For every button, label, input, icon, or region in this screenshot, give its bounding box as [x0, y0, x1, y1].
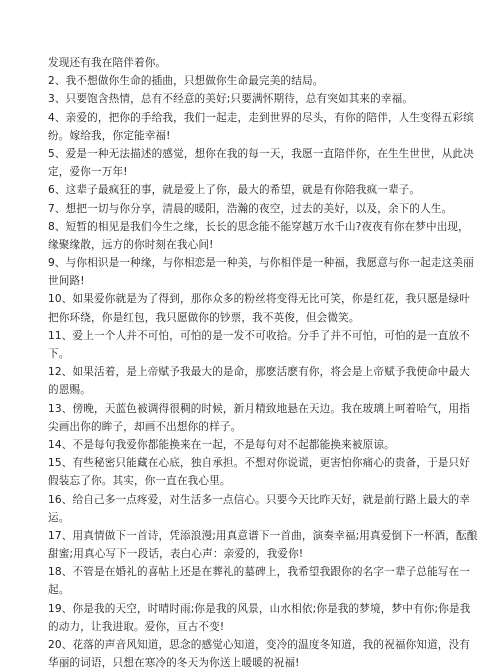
text-line: 甜蜜;用真心写下一段话，表白心声：亲爱的，我爱你! [48, 548, 304, 561]
text-line: 15、有些秘密只能藏在心底，独自承担。不想对你说谎，更害怕你痛心的贵备，于是只好 [48, 457, 471, 470]
text-line: 假装忘了你。其实，你一直在我心里。 [48, 475, 231, 488]
text-line: 18、不管是在婚礼的喜帖上还是在葬礼的墓碑上，我希望我跟你的名字一辈子总能写在一 [48, 566, 471, 579]
text-line: 4、亲爱的，把你的手给我，我们一起走，走到世界的尽头，有你的陪伴，人生变得五彩缤 [48, 111, 474, 124]
text-line: 世间路! [48, 275, 85, 288]
document-body [48, 54, 478, 672]
text-line: 起。 [48, 584, 70, 597]
text-line: 把你环绕，你是红包，我只愿做你的钞票，我不英俊，但会微笑。 [48, 311, 360, 324]
text-line: 13、傍晚，天蓝色被调得很稠的时候，新月精致地悬在天边。我在玻璃上呵着哈气，用指 [48, 402, 471, 415]
text-line: 7、想把一切与你分享，清晨的暖阳，浩瀚的夜空，过去的美好，以及，余下的人生。 [48, 202, 453, 215]
text-line: 19、你是我的天空，时晴时雨;你是我的风景，山水相依;你是我的梦境，梦中有你;你是我 [48, 602, 471, 615]
text-line: 运。 [48, 511, 70, 524]
text-line: 14、不是每句我爱你都能换来在一起，不是每句对不起都能换来被原谅。 [48, 438, 395, 451]
text-line: 12、如果活着，是上帝赋予我最大的是命，那麽活麽有你，将会是上帝赋予我使命中最大 [48, 366, 471, 379]
text-line: 8、短暂的相见是我们今生之缘，长长的思念能不能穿越万水千山?夜夜有你在梦中出现， [48, 220, 469, 233]
text-line: 9、与你相识是一种缘，与你相恋是一种美，与你相伴是一种福，我愿意与你一起走这美丽 [48, 257, 474, 270]
text-line: 20、花落的声音风知道，思念的感觉心知道，变冷的温度冬知道，我的祝福你知道，没有 [48, 639, 471, 651]
text-line: 下。 [48, 348, 70, 360]
text-line: 2、我不想做你生命的插曲，只想做你生命最完美的结局。 [48, 75, 324, 88]
text-line: 5、爱是一种无法描述的感觉，想你在我的每一天，我愿一直陪伴你，在生生世世，从此决 [48, 147, 474, 160]
text-line: 17、用真情做下一首诗，凭添浪漫;用真意谱下一首曲，演奏幸福;用真爱倒下一杯酒，酝酿 [48, 529, 478, 542]
text-line: 发现还有我在陪伴着你。 [48, 57, 167, 69]
text-line: 11、爱上一个人并不可怕，可怕的是一发不可收拾。分手了并不可怕，可怕的是一直放不 [48, 329, 471, 342]
text-line: 华丽的词语，只想在寒冷的冬天为你送上暖暖的祝福! [48, 657, 300, 670]
text-line: 10、如果爱你就是为了得到，那你众多的粉丝将变得无比可笑，你是红花，我只愿是绿叶 [48, 293, 471, 306]
text-line: 6、这辈子最疯狂的事，就是爱上了你，最大的希望，就是有你陪我疯一辈子。 [48, 184, 421, 197]
text-line: 定，爱你一万年! [48, 166, 128, 179]
text-line: 纷。嫁给我，你定能幸福! [48, 129, 171, 142]
text-line: 16、给自己多一点疼爱，对生活多一点信心。只要今天比昨天好，就是前行路上最大的幸 [48, 493, 471, 506]
text-line: 缘聚缘散，远方的你时刻在我心间! [48, 238, 214, 251]
text-line: 3、只要饱含热情，总有不经意的美好;只要满怀期待，总有突如其来的幸福。 [48, 93, 414, 106]
text-line: 的动力，让我进取。爱你，亘古不变! [48, 620, 225, 633]
text-line: 的恩赐。 [48, 384, 91, 397]
text-line: 尖画出你的眸子，却画不出想你的样子。 [48, 420, 242, 433]
